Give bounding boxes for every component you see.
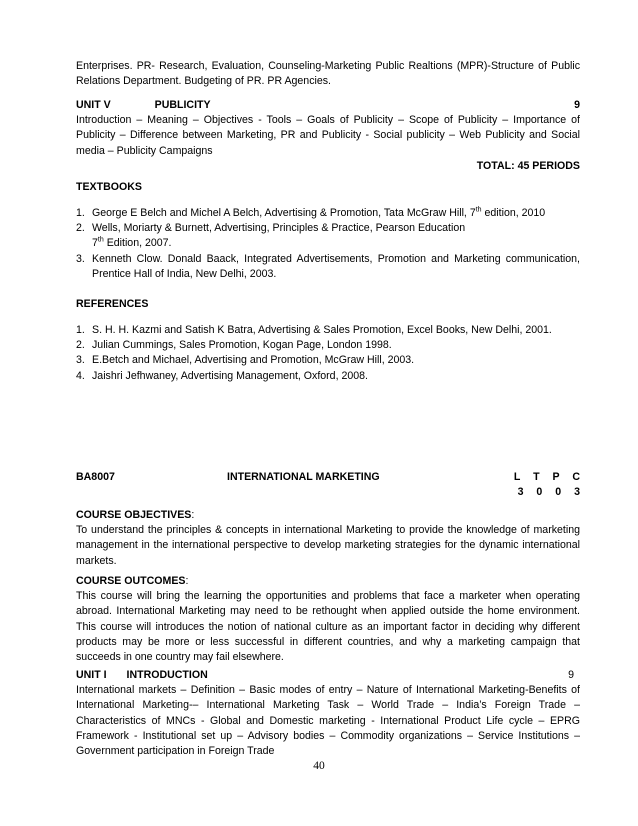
ltpc-values: 3 0 0 3 <box>517 486 585 498</box>
objectives-text: To understand the principles & concepts in international Marketing to provide the knowledge of marketing management in the international perspective to develop marketing strategies for the dynamic international markets. <box>76 524 580 567</box>
intro-paragraph: Enterprises. PR- Research, Evaluation, Counseling-Marketing Public Realtions (MPR)-Structure of Public Relations Department. Budgeting of PR. PR Agencies. <box>76 60 580 88</box>
unit5-content: Introduction – Meaning – Objectives - Tools – Goals of Publicity – Scope of Publicity – Importance of Publicity – Difference between Marketing, PR and Publicity - Social publicity – Web Publicity and Social media – Publicity Campaigns <box>76 114 580 157</box>
total-periods: TOTAL: 45 PERIODS <box>476 159 580 172</box>
course-header <box>76 470 585 485</box>
textbook-item: 3. Kenneth Clow. Donald Baack, Integrated Advertisements, Promotion and Marketing communication, Prentice Hall of India, New Delhi, 2003. <box>76 252 580 280</box>
references-list <box>76 323 580 384</box>
references-heading: REFERENCES <box>76 298 149 310</box>
unit1-title: INTRODUCTION <box>126 669 208 681</box>
course-title: INTERNATIONAL MARKETING <box>227 471 380 483</box>
textbook-item: 1. George E Belch and Michel A Belch, Advertising & Promotion, Tata McGraw Hill, 7th edition, 2010 <box>76 206 546 219</box>
outcomes-text: This course will bring the learning the opportunities and problems that face a marketer when operating abroad. International Marketing may need to be rethought when applied outside the home environment. This course will introduces the notion of national culture as an important factor in deciding why different products may be more or less successful in different countries, and why a marketing campaign that succeeds in one country may fail elsewhere. <box>76 590 580 664</box>
outcomes-section: COURSE OUTCOMES: This course will bring the learning the opportunities and problems that face a marketer when operating abroad. International Marketing may need to be rethought when applied outside the home environment. This course will introduces the notion of national culture as an important factor in deciding why different products may be more or less successful in different countries, and why a marketing campaign that succeeds in one country may fail elsewhere. <box>76 574 580 665</box>
reference-item: 2. Julian Cummings, Sales Promotion, Kogan Page, London 1998. <box>76 339 392 352</box>
page-number: 40 <box>313 760 325 772</box>
unit5-hours: 9 <box>574 99 580 111</box>
unit1-heading <box>76 668 580 683</box>
reference-item: 3. E.Betch and Michael, Advertising and Promotion, McGraw Hill, 2003. <box>76 354 415 367</box>
unit1-hours: 9 <box>568 669 574 681</box>
unit1-section <box>76 668 580 759</box>
outcomes-heading: COURSE OUTCOMES <box>76 575 186 587</box>
unit1-content: International markets – Definition – Basic modes of entry – Nature of International Marketing-Benefits of International Marketing-– International Marketing Task – World Trade – India’s Foreign Trade – Characteristics of MNCs - Global and Domestic marketing - International Product Life cycle – EPRG Framework - Institutional set up – Advisory bodies – Commodity organizations – Service Institutions – Government participation in Foreign Trade <box>76 684 580 758</box>
textbook-item: 2. Wells, Moriarty & Burnett, Advertising, Principles & Practice, Pearson Education 7th Edition, 2007. <box>76 222 466 250</box>
unit5-section <box>76 98 580 174</box>
textbooks-list <box>76 206 580 282</box>
textbooks-heading: TEXTBOOKS <box>76 181 142 193</box>
objectives-heading: COURSE OBJECTIVES <box>76 509 192 521</box>
reference-item: 1. S. H. H. Kazmi and Satish K Batra, Advertising & Sales Promotion, Excel Books, New Delhi, 2001. <box>76 324 552 336</box>
course-code: BA8007 <box>76 471 115 483</box>
objectives-section: COURSE OBJECTIVES: To understand the principles & concepts in international Marketing to provide the knowledge of marketing management in the international perspective to develop marketing strategies for the dynamic international markets. <box>76 508 580 569</box>
reference-item: 4. Jaishri Jefhwaney, Advertising Management, Oxford, 2008. <box>76 369 368 382</box>
unit5-title: PUBLICITY <box>154 99 211 111</box>
unit5-heading <box>76 98 580 113</box>
ltpc-label: L T P C <box>513 471 585 483</box>
unit5-label: UNIT V <box>76 99 111 111</box>
unit1-label: UNIT I <box>76 669 107 681</box>
